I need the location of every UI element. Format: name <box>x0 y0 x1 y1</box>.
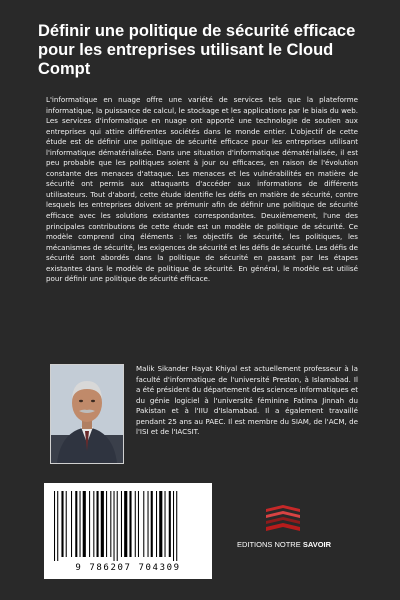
book-title: Définir une politique de sécurité efficace pour les entreprises utilisant le Cloud Compt <box>38 22 356 78</box>
author-photo <box>50 364 124 464</box>
book-abstract: L'informatique en nuage offre une variété de services tels que la plateforme informatique, la puissance de calcul, le stockage et les applications par le biais du web. Les services d'informatique en nuage ont apporté une technologie de soutien aux entreprises qui attire différentes sociétés dans le monde entier. L'objectif de cette étude est de définir une politique de sécurité efficace pour les entreprises utilisant l'informatique dématérialisée. Dans une situation d'informatique dématérialisée, il est peu probable que les politiques soient à jour ou efficaces, en raison de l'évolution constante des menaces d'attaque. Les menaces et les vulnérabilités en matière de sécurité ont permis aux attaquants d'accéder aux informations de différents utilisateurs. Tout d'abord, cette étude identifie les défis en matière de sécurité, contre lesquels les entreprises doivent se prémunir afin de définir une politique de sécurité efficace avec les solutions existantes correspondantes. Deuxièmement, l'une des principales contributions de cette étude est un modèle de politique de sécurité. Ce modèle comprend cinq éléments : les objectifs de sécurité, les politiques, les mécanismes de sécurité, les exigences de sécurité et les défis de sécurité. Les défis de sécurité sont abordés dans la politique de sécurité en passant par les étapes existantes dans le modèle de politique de sécurité. En général, le modèle est utilisé pour définir une politique de sécurité efficace. <box>46 95 358 284</box>
isbn-number: 9 786207 704309 <box>75 563 181 573</box>
author-biography: Malik Sikander Hayat Khiyal est actuellement professeur à la faculté d'informatique de l'université Preston, à Islamabad. Il a été président du département des sciences informatiques et du génie logiciel à l'université féminine Fatima Jinnah du Pakistan et à l'IIU d'Islamabad. Il a également travaillé pendant 25 ans au PAEC. Il est membre du SIAM, de l'ACM, de l'ISI et de l'IACSIT. <box>136 364 358 437</box>
isbn-barcode <box>44 483 212 579</box>
publisher-name <box>226 540 342 549</box>
barcode-bars <box>52 491 204 561</box>
publisher-name-prefix: EDITIONS NOTRE <box>236 540 301 549</box>
publisher-name-suffix: SAVOIR <box>302 540 332 549</box>
author-portrait-image <box>51 365 123 463</box>
publisher-logo-icon <box>262 503 304 533</box>
